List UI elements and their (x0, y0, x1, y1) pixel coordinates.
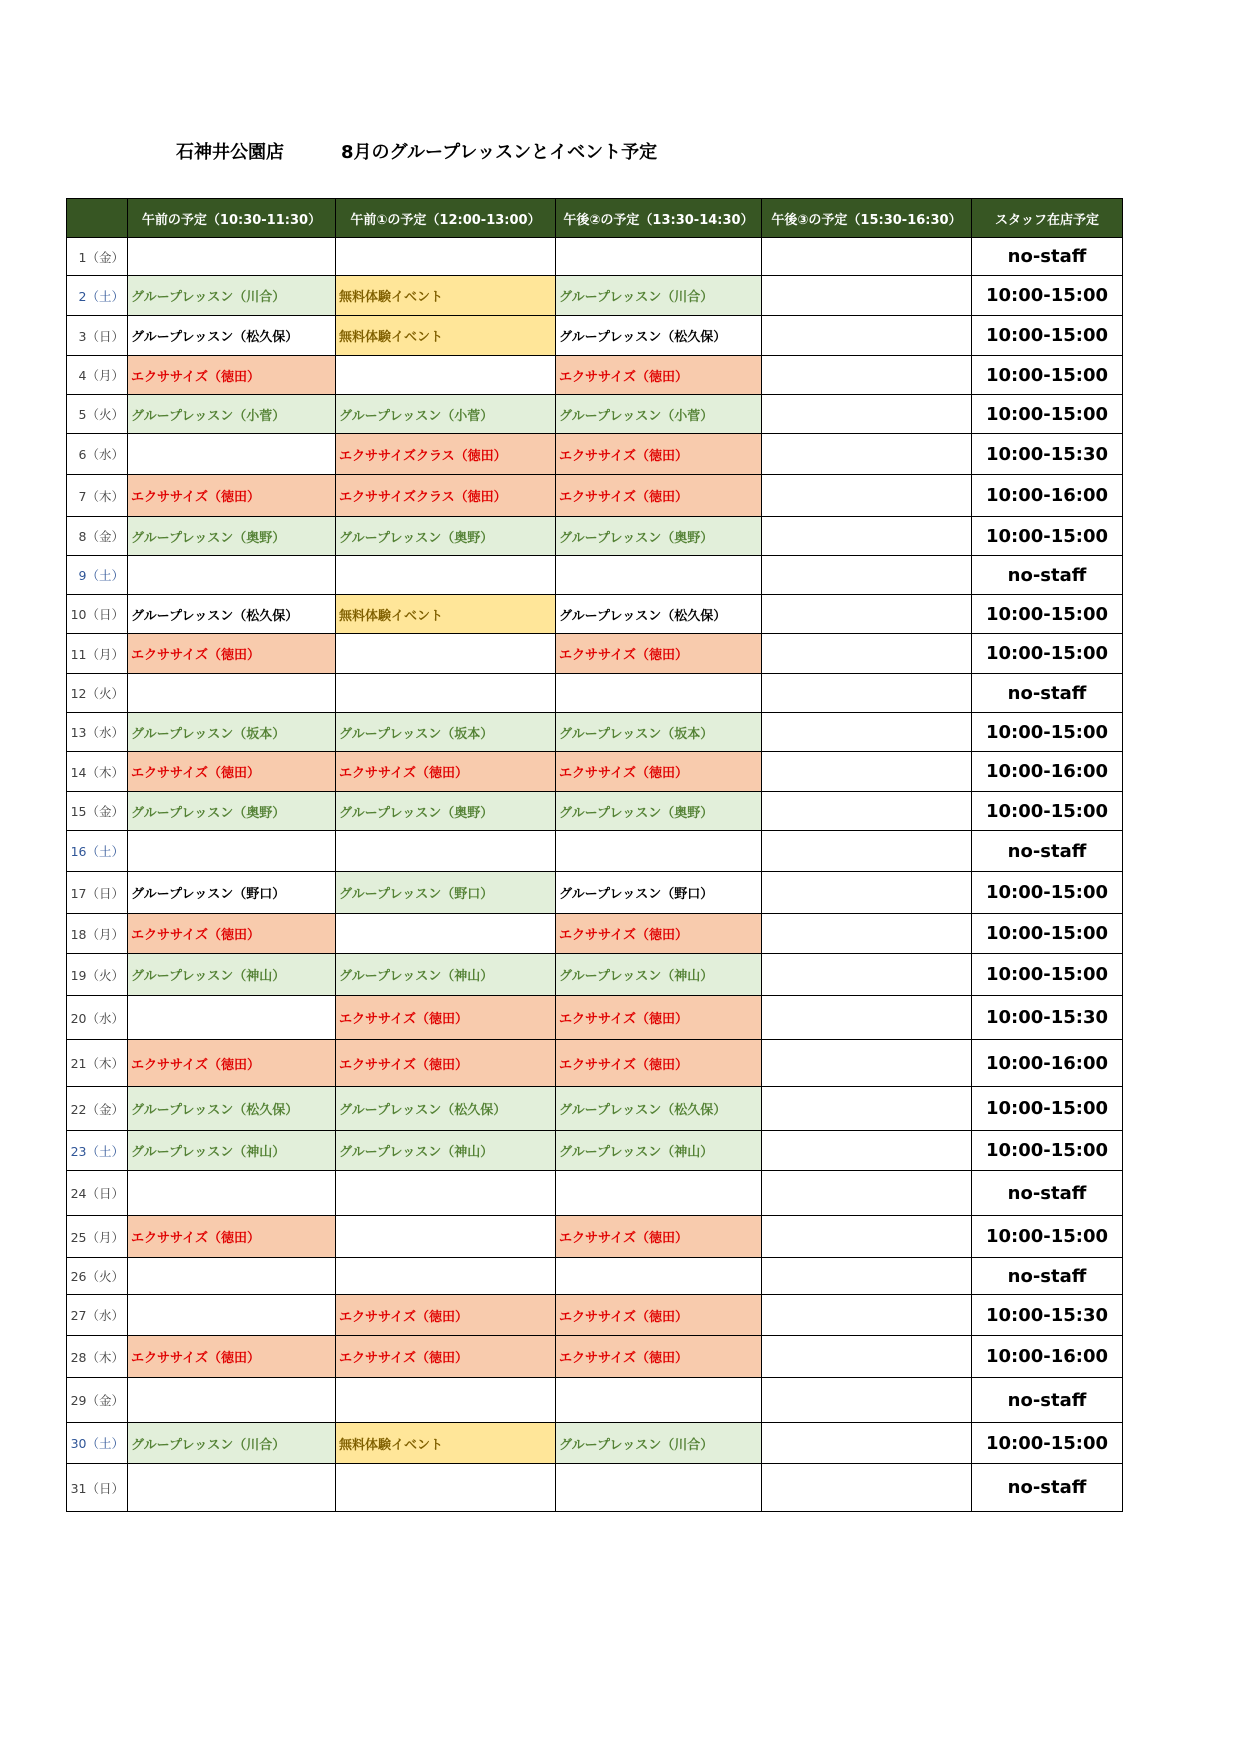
staff-cell: 10:00-16:00 (972, 475, 1123, 517)
staff-cell: no-staff (972, 1464, 1123, 1512)
slot-cell-p1 (336, 238, 556, 276)
schedule-table (66, 198, 1123, 1512)
staff-cell: 10:00-15:00 (972, 954, 1123, 996)
slot-cell-p2: エクササイズ（徳田） (556, 996, 762, 1040)
slot-cell-p2: グループレッスン（神山） (556, 1131, 762, 1171)
table-row (67, 556, 1123, 595)
staff-cell: no-staff (972, 831, 1123, 872)
table-row (67, 996, 1123, 1040)
day-cell: 13（水） (67, 713, 128, 752)
slot-cell-p1 (336, 556, 556, 595)
store-name: 石神井公園店 (176, 142, 284, 163)
slot-cell-p1 (336, 1464, 556, 1512)
staff-cell: 10:00-15:00 (972, 316, 1123, 356)
slot-cell-p3 (762, 713, 972, 752)
slot-cell-am: グループレッスン（野口） (128, 872, 336, 914)
slot-cell-p1: グループレッスン（神山） (336, 1131, 556, 1171)
slot-cell-p1: グループレッスン（野口） (336, 872, 556, 914)
slot-cell-am (128, 996, 336, 1040)
slot-cell-p2: エクササイズ（徳田） (556, 634, 762, 674)
staff-cell: 10:00-15:00 (972, 634, 1123, 674)
day-cell: 28（木） (67, 1336, 128, 1378)
slot-cell-p3 (762, 1336, 972, 1378)
slot-cell-am (128, 1295, 336, 1336)
slot-cell-p3 (762, 752, 972, 792)
col-header-staff: スタッフ在店予定 (972, 199, 1123, 238)
day-cell: 4（月） (67, 356, 128, 395)
slot-cell-am: エクササイズ（徳田） (128, 752, 336, 792)
page-title: 8月のグループレッスンとイベント予定 (341, 142, 658, 163)
slot-cell-am (128, 1378, 336, 1423)
slot-cell-p3 (762, 1087, 972, 1131)
table-row (67, 434, 1123, 475)
slot-cell-p2 (556, 556, 762, 595)
slot-cell-p1 (336, 1378, 556, 1423)
day-cell: 26（火） (67, 1258, 128, 1295)
slot-cell-p1: グループレッスン（奥野） (336, 792, 556, 831)
slot-cell-p3 (762, 634, 972, 674)
table-row (67, 954, 1123, 996)
slot-cell-p3 (762, 1131, 972, 1171)
slot-cell-p2: グループレッスン（松久保） (556, 595, 762, 634)
title-row (0, 138, 1240, 168)
table-row (67, 1171, 1123, 1216)
slot-cell-am: エクササイズ（徳田） (128, 475, 336, 517)
slot-cell-p2: グループレッスン（小菅） (556, 395, 762, 434)
staff-cell: 10:00-15:00 (972, 1216, 1123, 1258)
staff-cell: 10:00-15:30 (972, 1295, 1123, 1336)
slot-cell-p1: 無料体験イベント (336, 276, 556, 316)
slot-cell-am (128, 831, 336, 872)
staff-cell: 10:00-15:00 (972, 276, 1123, 316)
col-header-day (67, 199, 128, 238)
slot-cell-p1: グループレッスン（坂本） (336, 713, 556, 752)
day-cell: 21（木） (67, 1040, 128, 1087)
day-cell: 3（日） (67, 316, 128, 356)
slot-cell-p2: エクササイズ（徳田） (556, 434, 762, 475)
slot-cell-am: グループレッスン（川合） (128, 1423, 336, 1464)
day-cell: 2（土） (67, 276, 128, 316)
table-row (67, 475, 1123, 517)
slot-cell-p2: グループレッスン（川合） (556, 1423, 762, 1464)
table-row (67, 1295, 1123, 1336)
slot-cell-p2: エクササイズ（徳田） (556, 1216, 762, 1258)
slot-cell-am: エクササイズ（徳田） (128, 1336, 336, 1378)
slot-cell-p3 (762, 674, 972, 713)
table-row (67, 1378, 1123, 1423)
day-cell: 16（土） (67, 831, 128, 872)
slot-cell-am (128, 1464, 336, 1512)
slot-cell-p3 (762, 872, 972, 914)
slot-cell-p3 (762, 238, 972, 276)
slot-cell-p3 (762, 434, 972, 475)
col-header-p2: 午後②の予定（13:30-14:30） (556, 199, 762, 238)
table-row (67, 238, 1123, 276)
slot-cell-p1 (336, 356, 556, 395)
slot-cell-p1: グループレッスン（奥野） (336, 517, 556, 556)
table-row (67, 872, 1123, 914)
staff-cell: 10:00-15:00 (972, 595, 1123, 634)
day-cell: 1（金） (67, 238, 128, 276)
slot-cell-p1 (336, 914, 556, 954)
slot-cell-p3 (762, 517, 972, 556)
col-header-p1: 午前①の予定（12:00-13:00） (336, 199, 556, 238)
day-cell: 20（水） (67, 996, 128, 1040)
slot-cell-p3 (762, 1040, 972, 1087)
slot-cell-am: グループレッスン（奥野） (128, 517, 336, 556)
slot-cell-p2 (556, 674, 762, 713)
day-cell: 30（土） (67, 1423, 128, 1464)
table-row (67, 1040, 1123, 1087)
day-cell: 27（水） (67, 1295, 128, 1336)
slot-cell-am: グループレッスン（松久保） (128, 1087, 336, 1131)
slot-cell-p3 (762, 792, 972, 831)
slot-cell-p2: エクササイズ（徳田） (556, 752, 762, 792)
staff-cell: 10:00-15:00 (972, 792, 1123, 831)
slot-cell-p2 (556, 1171, 762, 1216)
slot-cell-p1: エクササイズクラス（徳田） (336, 475, 556, 517)
slot-cell-p3 (762, 276, 972, 316)
slot-cell-am (128, 238, 336, 276)
slot-cell-p3 (762, 954, 972, 996)
slot-cell-p1: グループレッスン（小菅） (336, 395, 556, 434)
table-row (67, 276, 1123, 316)
day-cell: 14（木） (67, 752, 128, 792)
slot-cell-p2: グループレッスン（川合） (556, 276, 762, 316)
slot-cell-am: エクササイズ（徳田） (128, 1216, 336, 1258)
slot-cell-p3 (762, 1423, 972, 1464)
slot-cell-p2: グループレッスン（野口） (556, 872, 762, 914)
slot-cell-am: エクササイズ（徳田） (128, 634, 336, 674)
table-row (67, 356, 1123, 395)
slot-cell-p3 (762, 1171, 972, 1216)
slot-cell-p1: エクササイズ（徳田） (336, 996, 556, 1040)
day-cell: 11（月） (67, 634, 128, 674)
slot-cell-p2: エクササイズ（徳田） (556, 1336, 762, 1378)
staff-cell: no-staff (972, 1171, 1123, 1216)
staff-cell: 10:00-15:00 (972, 1131, 1123, 1171)
staff-cell: 10:00-16:00 (972, 752, 1123, 792)
day-cell: 8（金） (67, 517, 128, 556)
slot-cell-p2 (556, 1258, 762, 1295)
day-cell: 29（金） (67, 1378, 128, 1423)
slot-cell-p2: グループレッスン（松久保） (556, 316, 762, 356)
day-cell: 23（土） (67, 1131, 128, 1171)
table-row (67, 316, 1123, 356)
slot-cell-p3 (762, 914, 972, 954)
staff-cell: no-staff (972, 556, 1123, 595)
staff-cell: 10:00-15:00 (972, 914, 1123, 954)
table-row (67, 1216, 1123, 1258)
day-cell: 5（火） (67, 395, 128, 434)
day-cell: 6（水） (67, 434, 128, 475)
table-row (67, 674, 1123, 713)
slot-cell-p3 (762, 996, 972, 1040)
col-header-p3: 午後③の予定（15:30-16:30） (762, 199, 972, 238)
slot-cell-p3 (762, 395, 972, 434)
slot-cell-p2: グループレッスン（奥野） (556, 792, 762, 831)
staff-cell: 10:00-16:00 (972, 1040, 1123, 1087)
day-cell: 31（日） (67, 1464, 128, 1512)
slot-cell-p2: エクササイズ（徳田） (556, 914, 762, 954)
slot-cell-p1: エクササイズクラス（徳田） (336, 434, 556, 475)
staff-cell: 10:00-15:00 (972, 395, 1123, 434)
slot-cell-p1: グループレッスン（神山） (336, 954, 556, 996)
staff-cell: no-staff (972, 238, 1123, 276)
slot-cell-am: グループレッスン（奥野） (128, 792, 336, 831)
slot-cell-am: エクササイズ（徳田） (128, 914, 336, 954)
staff-cell: no-staff (972, 1258, 1123, 1295)
staff-cell: 10:00-15:00 (972, 713, 1123, 752)
table-row (67, 1336, 1123, 1378)
staff-cell: 10:00-15:00 (972, 1087, 1123, 1131)
table-row (67, 1258, 1123, 1295)
staff-cell: 10:00-15:00 (972, 1423, 1123, 1464)
col-header-am: 午前の予定（10:30-11:30） (128, 199, 336, 238)
slot-cell-p3 (762, 595, 972, 634)
slot-cell-p2: グループレッスン（神山） (556, 954, 762, 996)
slot-cell-p1 (336, 674, 556, 713)
slot-cell-p2 (556, 1464, 762, 1512)
table-row (67, 792, 1123, 831)
slot-cell-am: グループレッスン（松久保） (128, 316, 336, 356)
slot-cell-am: グループレッスン（神山） (128, 1131, 336, 1171)
slot-cell-am (128, 1258, 336, 1295)
slot-cell-p2: グループレッスン（奥野） (556, 517, 762, 556)
day-cell: 12（火） (67, 674, 128, 713)
table-row (67, 713, 1123, 752)
day-cell: 18（月） (67, 914, 128, 954)
slot-cell-p2: エクササイズ（徳田） (556, 1040, 762, 1087)
day-cell: 25（月） (67, 1216, 128, 1258)
slot-cell-p1: 無料体験イベント (336, 316, 556, 356)
day-cell: 22（金） (67, 1087, 128, 1131)
slot-cell-p1: エクササイズ（徳田） (336, 1040, 556, 1087)
staff-cell: 10:00-15:00 (972, 356, 1123, 395)
day-cell: 19（火） (67, 954, 128, 996)
slot-cell-am: グループレッスン（坂本） (128, 713, 336, 752)
slot-cell-p2: グループレッスン（松久保） (556, 1087, 762, 1131)
slot-cell-p2 (556, 831, 762, 872)
slot-cell-am: グループレッスン（川合） (128, 276, 336, 316)
staff-cell: no-staff (972, 674, 1123, 713)
slot-cell-p1: グループレッスン（松久保） (336, 1087, 556, 1131)
slot-cell-am: エクササイズ（徳田） (128, 1040, 336, 1087)
staff-cell: 10:00-15:30 (972, 996, 1123, 1040)
slot-cell-p2: エクササイズ（徳田） (556, 1295, 762, 1336)
slot-cell-p3 (762, 831, 972, 872)
slot-cell-p2: エクササイズ（徳田） (556, 356, 762, 395)
slot-cell-p2 (556, 1378, 762, 1423)
staff-cell: 10:00-15:00 (972, 517, 1123, 556)
day-cell: 9（土） (67, 556, 128, 595)
staff-cell: 10:00-16:00 (972, 1336, 1123, 1378)
slot-cell-am: グループレッスン（神山） (128, 954, 336, 996)
slot-cell-p3 (762, 1216, 972, 1258)
table-row (67, 517, 1123, 556)
slot-cell-p1 (336, 634, 556, 674)
slot-cell-p3 (762, 1378, 972, 1423)
slot-cell-p1: エクササイズ（徳田） (336, 1336, 556, 1378)
slot-cell-p1: エクササイズ（徳田） (336, 1295, 556, 1336)
table-row (67, 395, 1123, 434)
slot-cell-am: グループレッスン（松久保） (128, 595, 336, 634)
slot-cell-p2 (556, 238, 762, 276)
slot-cell-am (128, 434, 336, 475)
slot-cell-p1 (336, 1258, 556, 1295)
slot-cell-p2: エクササイズ（徳田） (556, 475, 762, 517)
day-cell: 24（日） (67, 1171, 128, 1216)
table-row (67, 1423, 1123, 1464)
day-cell: 15（金） (67, 792, 128, 831)
schedule-body (67, 238, 1123, 1512)
table-row (67, 1131, 1123, 1171)
day-cell: 10（日） (67, 595, 128, 634)
slot-cell-p1: エクササイズ（徳田） (336, 752, 556, 792)
slot-cell-p3 (762, 356, 972, 395)
header-row (67, 199, 1123, 238)
slot-cell-am (128, 1171, 336, 1216)
slot-cell-p1 (336, 1216, 556, 1258)
staff-cell: 10:00-15:30 (972, 434, 1123, 475)
slot-cell-p3 (762, 475, 972, 517)
slot-cell-am (128, 674, 336, 713)
table-row (67, 914, 1123, 954)
slot-cell-p1 (336, 831, 556, 872)
table-row (67, 595, 1123, 634)
staff-cell: no-staff (972, 1378, 1123, 1423)
slot-cell-p3 (762, 1295, 972, 1336)
slot-cell-p3 (762, 556, 972, 595)
slot-cell-p3 (762, 1464, 972, 1512)
table-row (67, 1464, 1123, 1512)
slot-cell-p2: グループレッスン（坂本） (556, 713, 762, 752)
slot-cell-p1 (336, 1171, 556, 1216)
slot-cell-p3 (762, 1258, 972, 1295)
slot-cell-p1: 無料体験イベント (336, 595, 556, 634)
slot-cell-am (128, 556, 336, 595)
staff-cell: 10:00-15:00 (972, 872, 1123, 914)
slot-cell-am: エクササイズ（徳田） (128, 356, 336, 395)
table-row (67, 634, 1123, 674)
day-cell: 17（日） (67, 872, 128, 914)
table-row (67, 752, 1123, 792)
slot-cell-p3 (762, 316, 972, 356)
table-row (67, 1087, 1123, 1131)
table-row (67, 831, 1123, 872)
slot-cell-am: グループレッスン（小菅） (128, 395, 336, 434)
slot-cell-p1: 無料体験イベント (336, 1423, 556, 1464)
day-cell: 7（木） (67, 475, 128, 517)
